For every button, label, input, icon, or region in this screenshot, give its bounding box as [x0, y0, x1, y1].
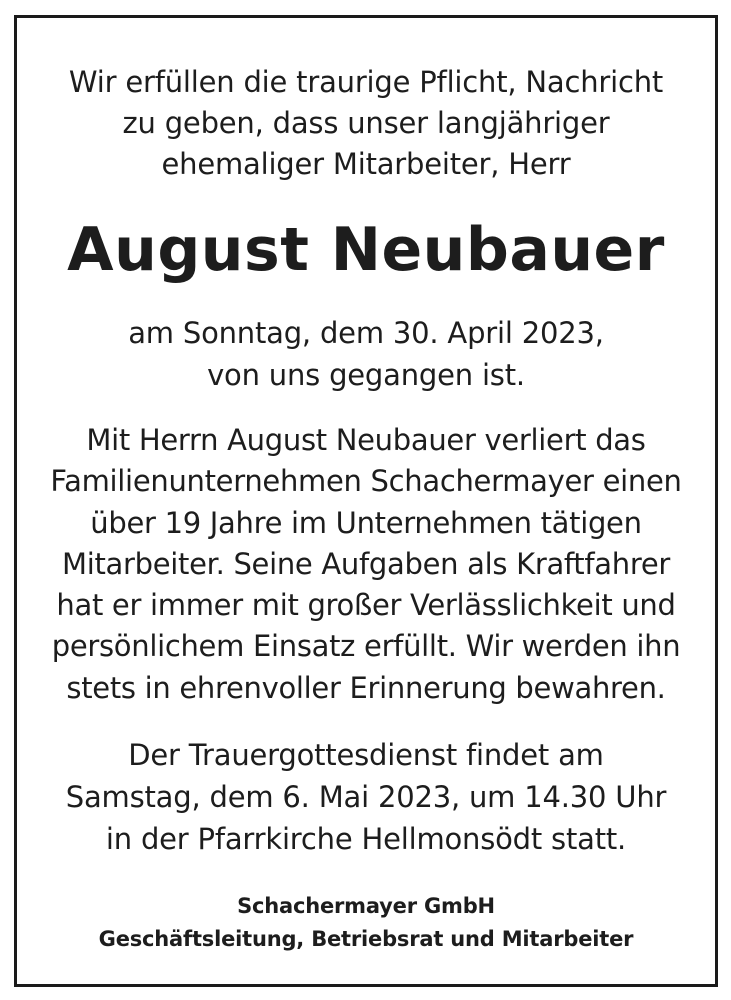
tribute-line: Mitarbeiter. Seine Aufgaben als Kraftfahrer — [61, 546, 670, 581]
intro-line: Wir erfüllen die traurige Pflicht, Nachricht — [68, 65, 664, 99]
funeral-line: Samstag, dem 6. Mai 2023, um 14.30 Uhr — [65, 780, 667, 814]
signature-company: Schachermayer GmbH — [237, 894, 495, 918]
date-paragraph — [17, 312, 715, 396]
signature-groups: Geschäftsleitung, Betriebsrat und Mitarbeiter — [98, 927, 634, 951]
tribute-line: Familienunternehmen Schachermayer einen — [50, 464, 682, 499]
tribute-line: Mit Herrn August Neubauer verliert das — [86, 423, 646, 457]
intro-paragraph — [17, 62, 715, 185]
signature-block — [17, 890, 715, 956]
tribute-line: hat er immer mit großer Verlässlichkeit und — [56, 588, 676, 623]
funeral-line: in der Pfarrkirche Hellmonsödt statt. — [105, 822, 627, 856]
funeral-paragraph — [17, 734, 715, 860]
tribute-line: stets in ehrenvoller Erinnerung bewahren. — [66, 670, 666, 705]
tribute-line: über 19 Jahre im Unternehmen tätigen — [90, 505, 642, 540]
intro-line: ehemaliger Mitarbeiter, Herr — [161, 147, 571, 181]
deceased-name: August Neubauer — [67, 215, 665, 285]
tribute-line: persönlichem Einsatz erfüllt. Wir werden ihn — [51, 629, 681, 664]
date-line: von uns gegangen ist. — [207, 358, 525, 392]
obituary-notice-frame — [14, 15, 718, 987]
date-line: am Sonntag, dem 30. April 2023, — [128, 316, 604, 350]
tribute-paragraph — [17, 420, 715, 709]
funeral-line: Der Trauergottesdienst findet am — [128, 738, 604, 772]
intro-line: zu geben, dass unser langjähriger — [122, 106, 610, 140]
